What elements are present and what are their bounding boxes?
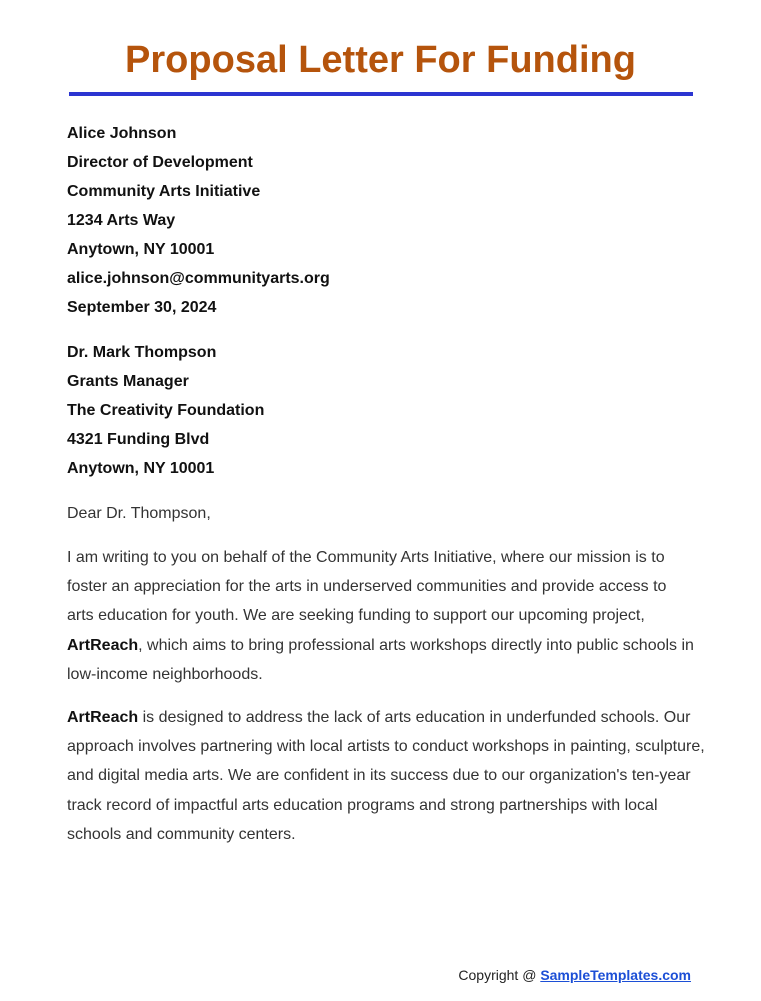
paragraph-1-text-end: , which aims to bring professional arts workshops directly into public schools in low-income neighborhoods.	[67, 636, 694, 683]
copyright-footer	[458, 965, 691, 985]
sender-address-block	[67, 119, 707, 322]
recipient-city: Anytown, NY 10001	[67, 460, 215, 477]
salutation: Dear Dr. Thompson,	[67, 505, 211, 522]
body-paragraph-2	[67, 703, 707, 849]
recipient-street: 4321 Funding Blvd	[67, 431, 210, 448]
sender-city: Anytown, NY 10001	[67, 241, 215, 258]
letter-date: September 30, 2024	[67, 299, 217, 316]
title-divider	[69, 92, 693, 96]
copyright-label: Copyright @	[458, 967, 541, 983]
recipient-position: Grants Manager	[67, 373, 189, 390]
sender-name: Alice Johnson	[67, 125, 177, 142]
recipient-address-block	[67, 338, 707, 483]
sender-organization: Community Arts Initiative	[67, 183, 261, 200]
recipient-name: Dr. Mark Thompson	[67, 344, 217, 361]
project-name-highlight: ArtReach	[67, 636, 139, 654]
project-name-highlight: ArtReach	[67, 709, 139, 726]
page-title: Proposal Letter For Funding	[125, 39, 636, 81]
sender-email: alice.johnson@communityarts.org	[67, 270, 330, 287]
sender-street: 1234 Arts Way	[67, 212, 176, 229]
body-paragraph-1	[67, 543, 697, 689]
paragraph-1-text-start: I am writing to you on behalf of the Community Arts Initiative, where our mission is to foster an appreciation for the arts in underserved communities and provide access to arts education for youth. We are seeking funding to support our upcoming project,	[67, 549, 667, 625]
sender-position: Director of Development	[67, 154, 253, 171]
sampletemplates-link[interactable]: SampleTemplates.com	[540, 967, 691, 983]
recipient-organization: The Creativity Foundation	[67, 402, 265, 419]
paragraph-2-text: is designed to address the lack of arts education in underfunded schools. Our approach involves partnering with local artists to conduct workshops in painting, sculpture, and digital media arts. We are confident in its success due to our organization's ten-year track record of impactful arts education programs and strong partnerships with local schools and community centers.	[67, 709, 705, 843]
